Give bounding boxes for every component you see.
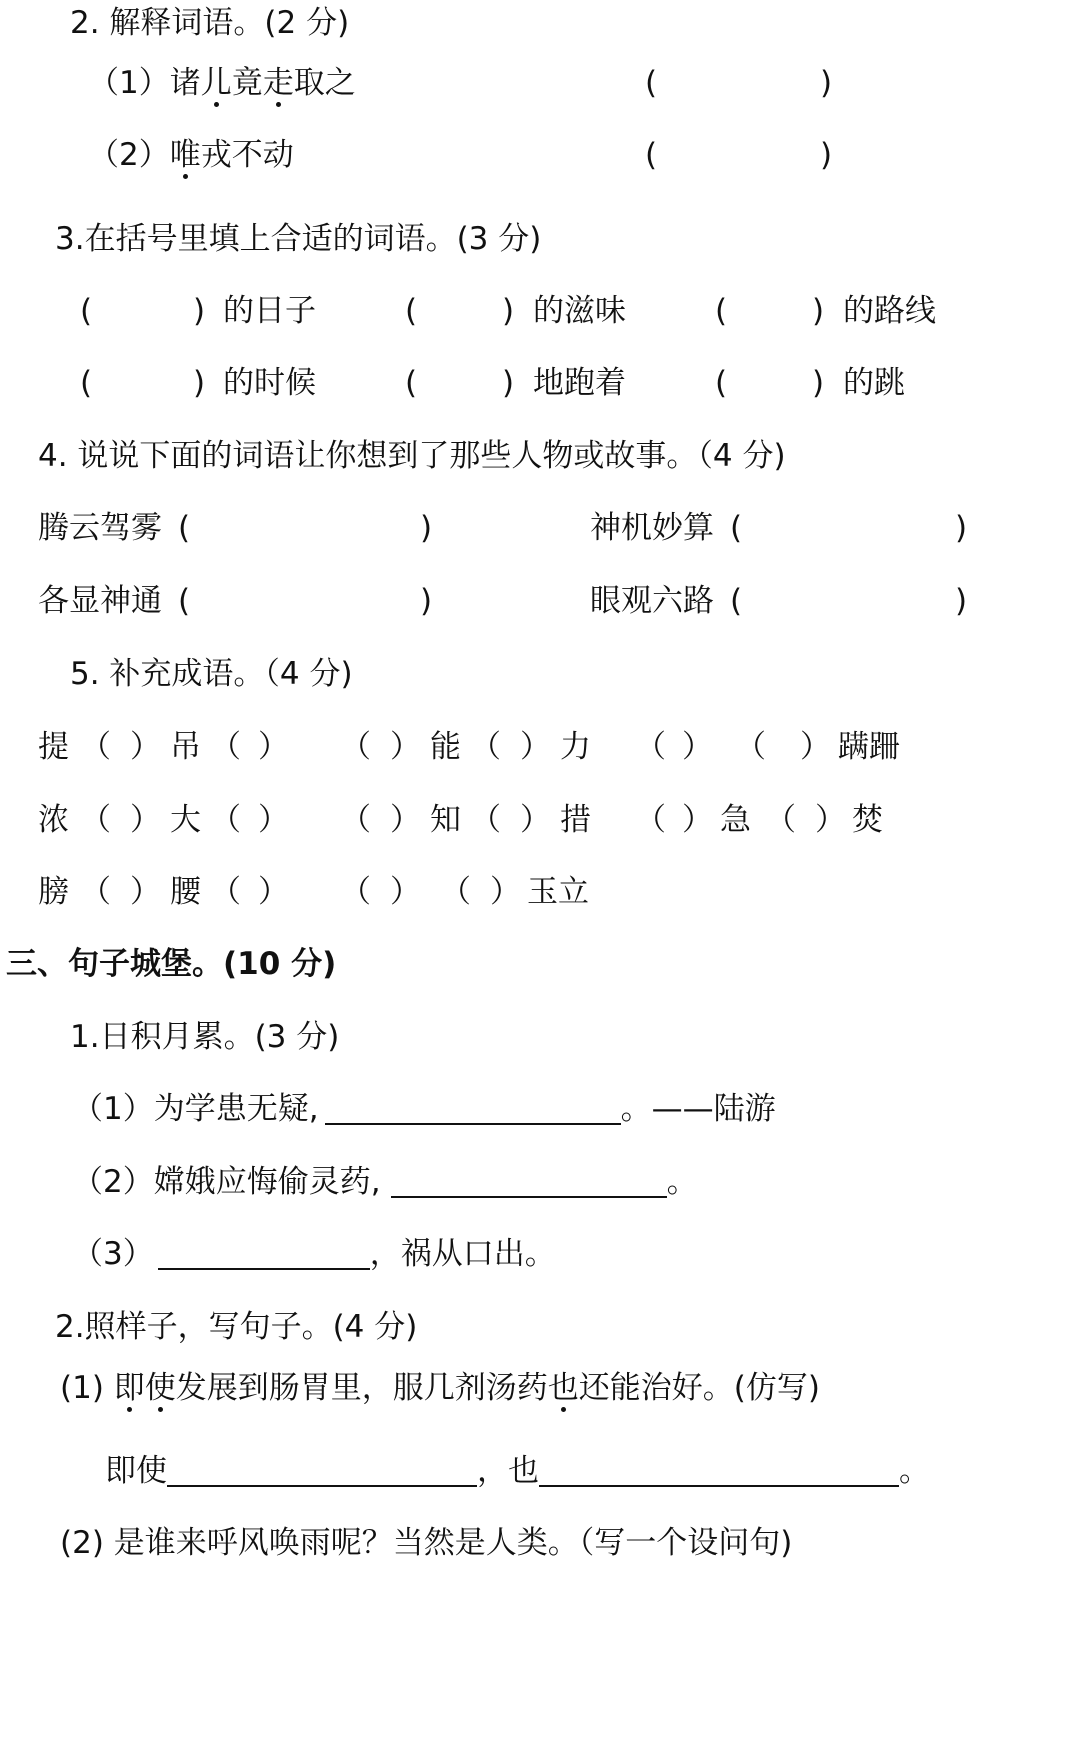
char: 蹒跚 — [838, 729, 900, 765]
close-paren: ) — [420, 510, 433, 546]
word-part: 诸 — [169, 65, 201, 101]
line-text: 嫦娥应悔偷灵药, — [153, 1164, 381, 1200]
char: 提 — [38, 729, 69, 765]
open-paren: （ — [635, 729, 666, 765]
answer-blank[interactable] — [391, 1168, 667, 1198]
close-paren: ) — [812, 293, 825, 329]
idiom: 各显神通 — [38, 583, 162, 619]
phrase: 的路线 — [843, 293, 936, 329]
close-paren: ） — [390, 729, 421, 765]
answer-blank[interactable] — [158, 1240, 370, 1270]
close-paren: ） — [520, 729, 551, 765]
dotted-char: 使 — [144, 1370, 176, 1406]
open-paren: （ — [765, 802, 796, 838]
line-text: 即使 — [105, 1453, 167, 1489]
close-paren: ） — [682, 802, 713, 838]
section-3-heading: 三、句子城堡。(10 分) — [6, 946, 337, 982]
item-number: （1） — [72, 1091, 154, 1127]
close-paren: ） — [258, 729, 289, 765]
item-number: (1) — [60, 1370, 104, 1406]
s3-q2-fill-1 — [105, 1453, 930, 1489]
answer-close-paren: ) — [820, 137, 833, 173]
dotted-char: 也 — [547, 1370, 579, 1406]
char: 力 — [560, 729, 591, 765]
close-paren: ） — [130, 874, 161, 910]
line-text: 为学患无疑, — [153, 1091, 319, 1127]
q2-item-2 — [88, 137, 294, 173]
line-text: 发展到肠胃里，服几剂汤药 — [175, 1370, 548, 1406]
q5-heading: 5. 补充成语。（4 分) — [70, 656, 353, 692]
line-text: 。 — [899, 1453, 930, 1489]
line-text: 还能治好。(仿写) — [578, 1370, 820, 1406]
item-number: （2） — [72, 1164, 154, 1200]
idiom: 神机妙算 — [590, 510, 714, 546]
answer-open-paren: ( — [645, 137, 658, 173]
char: 玉立 — [527, 874, 589, 910]
open-paren: （ — [635, 802, 666, 838]
open-paren: （ — [80, 874, 111, 910]
line-text: ，也 — [477, 1453, 539, 1489]
word-part: 取之 — [293, 65, 356, 101]
item-number: （2） — [88, 137, 170, 173]
open-paren: （ — [340, 874, 371, 910]
open-paren: （ — [210, 802, 241, 838]
open-paren: ( — [178, 510, 191, 546]
phrase: 的滋味 — [533, 293, 626, 329]
s3-q2-heading: 2.照样子，写句子。(4 分) — [55, 1309, 418, 1345]
char: 浓 — [38, 802, 69, 838]
open-paren: ( — [405, 293, 418, 329]
close-paren: ） — [390, 802, 421, 838]
char: 焚 — [852, 802, 883, 838]
answer-close-paren: ) — [820, 65, 833, 101]
phrase: 的时候 — [223, 365, 316, 401]
open-paren: ( — [730, 510, 743, 546]
open-paren: （ — [80, 729, 111, 765]
open-paren: （ — [470, 802, 501, 838]
s3-q1-line-3 — [72, 1236, 556, 1272]
open-paren: ( — [405, 365, 418, 401]
idiom: 腾云驾雾 — [38, 510, 162, 546]
answer-blank[interactable] — [325, 1095, 621, 1125]
phrase: 的跳 — [843, 365, 905, 401]
close-paren: ） — [815, 802, 846, 838]
open-paren: ( — [178, 583, 191, 619]
open-paren: ( — [715, 293, 728, 329]
q2-heading: 2. 解释词语。(2 分) — [70, 5, 350, 41]
s3-q2-example-1 — [60, 1370, 820, 1406]
char: 措 — [560, 802, 591, 838]
close-paren: ） — [390, 874, 421, 910]
close-paren: ) — [812, 365, 825, 401]
open-paren: ( — [80, 293, 93, 329]
phrase: 的日子 — [223, 293, 316, 329]
answer-blank[interactable] — [539, 1457, 899, 1487]
close-paren: ） — [258, 874, 289, 910]
open-paren: （ — [470, 729, 501, 765]
close-paren: ） — [800, 729, 831, 765]
item-number: （3） — [72, 1236, 154, 1272]
item-number: （1） — [88, 65, 170, 101]
q3-heading: 3.在括号里填上合适的词语。(3 分) — [55, 221, 542, 257]
close-paren: ） — [490, 874, 521, 910]
close-paren: ） — [130, 802, 161, 838]
open-paren: ( — [715, 365, 728, 401]
dotted-char: 唯 — [169, 137, 201, 173]
answer-open-paren: ( — [645, 65, 658, 101]
open-paren: （ — [210, 729, 241, 765]
dotted-char: 儿 — [200, 65, 232, 101]
q2-item-1 — [88, 65, 356, 101]
s3-q1-heading: 1.日积月累。(3 分) — [70, 1019, 340, 1055]
line-text: 。 — [666, 1164, 698, 1200]
word-part: 竟 — [231, 65, 263, 101]
close-paren: ） — [520, 802, 551, 838]
char: 膀 — [38, 874, 69, 910]
close-paren: ) — [502, 365, 515, 401]
s3-q2-example-2: (2) 是谁来呼风唤雨呢？当然是人类。（写一个设问句) — [60, 1525, 793, 1561]
open-paren: （ — [735, 729, 766, 765]
open-paren: ( — [730, 583, 743, 619]
s3-q1-line-1 — [72, 1091, 776, 1127]
s3-q1-line-2 — [72, 1164, 698, 1200]
close-paren: ) — [502, 293, 515, 329]
char: 知 — [430, 802, 461, 838]
close-paren: ） — [258, 802, 289, 838]
open-paren: （ — [80, 802, 111, 838]
close-paren: ) — [955, 510, 968, 546]
char: 急 — [720, 802, 751, 838]
dotted-char: 走 — [262, 65, 294, 101]
open-paren: （ — [440, 874, 471, 910]
open-paren: ( — [80, 365, 93, 401]
open-paren: （ — [340, 729, 371, 765]
answer-blank[interactable] — [167, 1457, 477, 1487]
close-paren: ） — [130, 729, 161, 765]
q4-heading: 4. 说说下面的词语让你想到了那些人物或故事。（4 分) — [38, 438, 786, 474]
idiom: 眼观六路 — [590, 583, 714, 619]
line-text: ，祸从口出。 — [369, 1236, 556, 1272]
close-paren: ） — [682, 729, 713, 765]
open-paren: （ — [210, 874, 241, 910]
char: 能 — [430, 729, 461, 765]
close-paren: ) — [193, 365, 206, 401]
word-part: 戎不动 — [200, 137, 294, 173]
close-paren: ) — [955, 583, 968, 619]
char: 腰 — [170, 874, 201, 910]
phrase: 地跑着 — [533, 365, 626, 401]
char: 吊 — [170, 729, 201, 765]
close-paren: ) — [420, 583, 433, 619]
char: 大 — [170, 802, 201, 838]
open-paren: （ — [340, 802, 371, 838]
line-text: 。——陆游 — [620, 1091, 776, 1127]
dotted-char: 即 — [113, 1370, 145, 1406]
close-paren: ) — [193, 293, 206, 329]
